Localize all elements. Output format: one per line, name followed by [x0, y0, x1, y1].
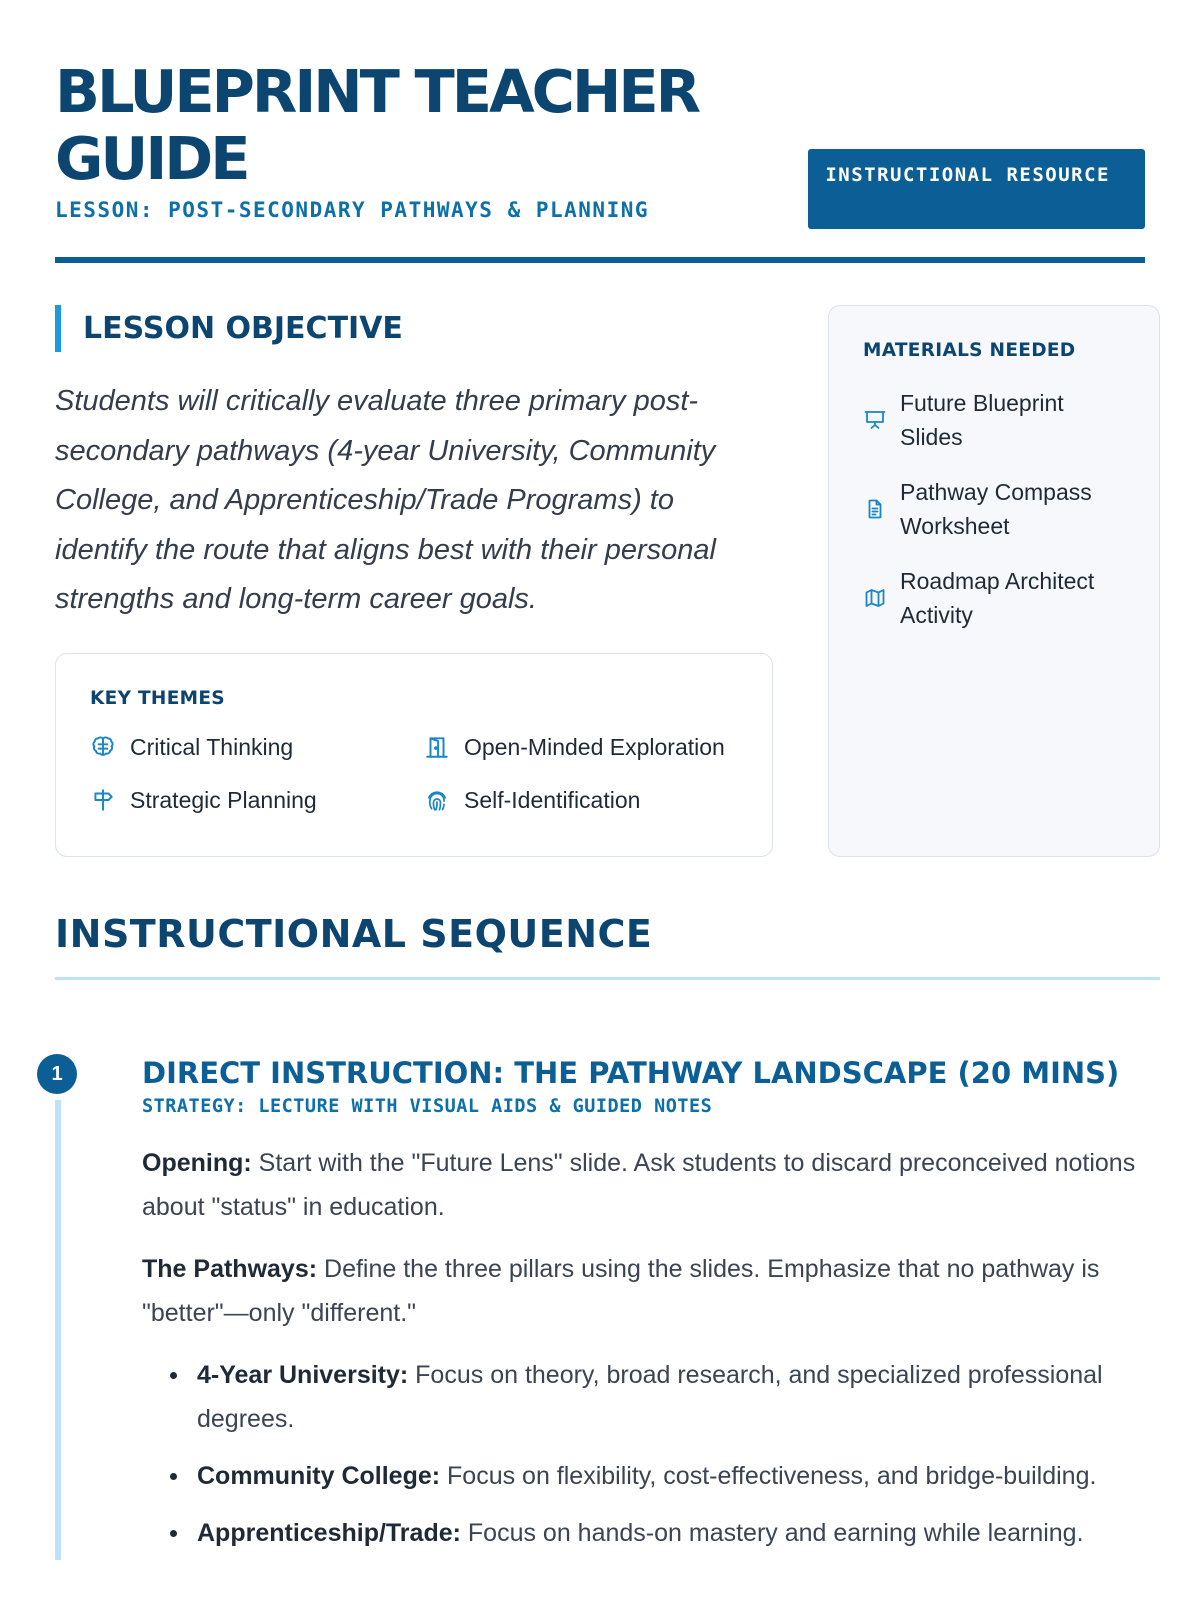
opening-label: Opening: — [142, 1149, 252, 1177]
point-text: Focus on theory, broad research, and specialized professional degrees. — [197, 1361, 1103, 1433]
document-icon — [863, 497, 887, 521]
opening-paragraph — [142, 1141, 1162, 1229]
key-themes-card — [55, 653, 773, 857]
lesson-subtitle: LESSON: POST-SECONDARY PATHWAYS & PLANNING — [55, 198, 650, 222]
theme-label: Open-Minded Exploration — [464, 733, 725, 760]
list-item — [167, 1454, 1162, 1498]
pathways-text: Define the three pillars using the slides. Emphasize that no pathway is "better"—only "different." — [142, 1255, 1100, 1327]
material-label: Future Blueprint Slides — [900, 390, 1064, 450]
page-header — [55, 0, 1145, 263]
objective-heading: LESSON OBJECTIVE — [55, 305, 403, 352]
theme-label: Critical Thinking — [130, 733, 294, 760]
sequence-step — [142, 1053, 1162, 1568]
theme-item — [90, 731, 424, 763]
map-icon — [863, 586, 887, 610]
theme-label: Self-Identification — [464, 786, 641, 813]
point-label: Apprenticeship/Trade: — [197, 1519, 461, 1547]
page-title: BLUEPRINT TEACHER GUIDE — [55, 57, 699, 193]
pathway-list — [142, 1353, 1162, 1555]
pathways-label: The Pathways: — [142, 1255, 318, 1283]
signpost-icon — [90, 787, 116, 813]
point-label: Community College: — [197, 1462, 441, 1490]
theme-label: Strategic Planning — [130, 786, 317, 813]
materials-card — [828, 305, 1160, 857]
point-text: Focus on hands-on mastery and earning while learning. — [460, 1519, 1084, 1547]
step-title: DIRECT INSTRUCTION: THE PATHWAY LANDSCAPE (20 MINS) — [142, 1056, 1120, 1090]
step-number-badge: 1 — [37, 1054, 77, 1094]
materials-label: MATERIALS NEEDED — [863, 340, 1076, 361]
material-item — [863, 564, 1125, 632]
list-item — [167, 1353, 1162, 1441]
point-label: 4-Year University: — [197, 1361, 409, 1389]
material-item — [863, 386, 1125, 454]
timeline-line — [55, 1100, 61, 1560]
step-strategy: STRATEGY: LECTURE WITH VISUAL AIDS & GUIDED NOTES — [142, 1096, 713, 1117]
list-item — [167, 1511, 1162, 1555]
presentation-icon — [863, 408, 887, 432]
resource-badge: INSTRUCTIONAL RESOURCE — [808, 149, 1145, 229]
point-text: Focus on flexibility, cost-effectiveness, and bridge-building. — [440, 1462, 1097, 1490]
material-label: Roadmap Architect Activity — [900, 568, 1095, 628]
key-themes-label: KEY THEMES — [90, 688, 225, 709]
pathways-paragraph — [142, 1247, 1162, 1335]
key-themes-list — [90, 731, 738, 816]
theme-item — [424, 731, 744, 763]
brain-icon — [90, 734, 116, 760]
fingerprint-icon — [424, 787, 450, 813]
sequence-heading: INSTRUCTIONAL SEQUENCE — [55, 912, 1160, 980]
door-open-icon — [424, 734, 450, 760]
theme-item — [424, 784, 744, 816]
material-label: Pathway Compass Worksheet — [900, 479, 1092, 539]
opening-text: Start with the "Future Lens" slide. Ask students to discard preconceived notions about "status" in education. — [142, 1149, 1136, 1221]
theme-item — [90, 784, 424, 816]
material-item — [863, 475, 1125, 543]
materials-list — [863, 386, 1125, 632]
objective-text: Students will critically evaluate three primary post-secondary pathways (4-year University, Community College, and Apprenticeship/Trade Programs) to identify the route that aligns best with their personal strengths and long-term career goals. — [55, 385, 716, 615]
